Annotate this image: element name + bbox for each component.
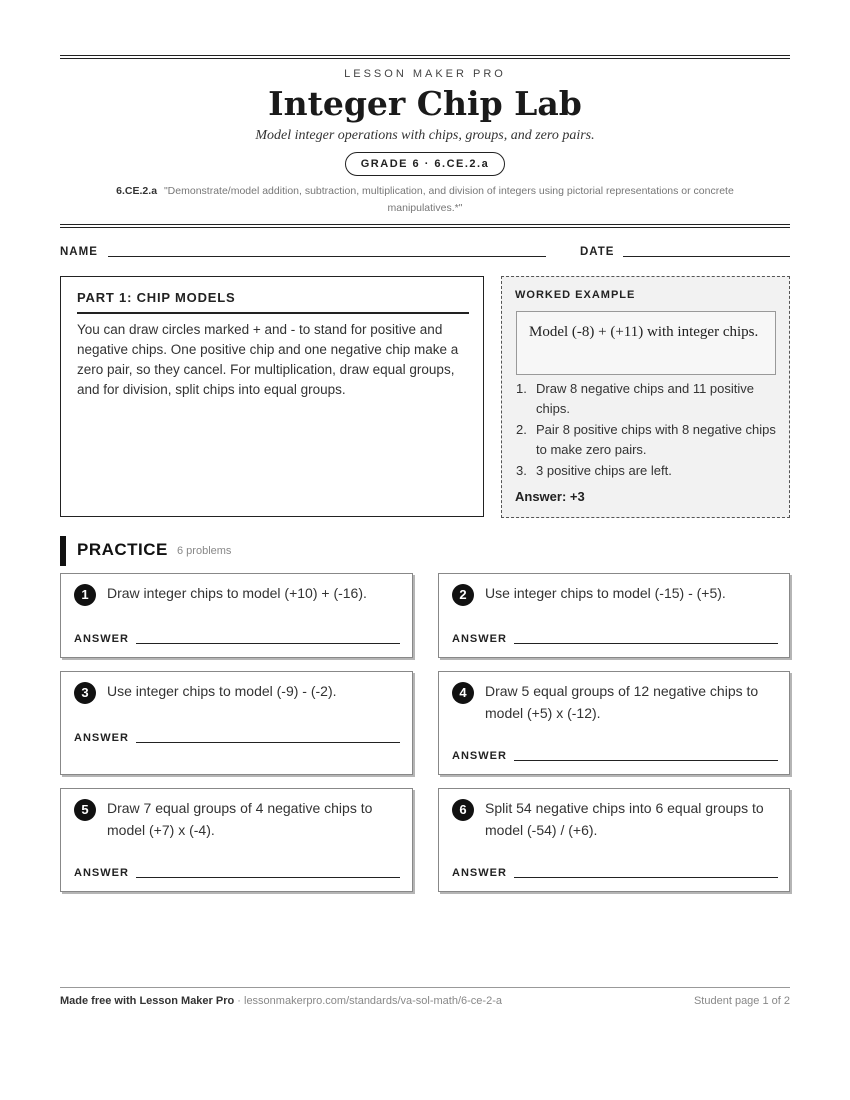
practice-accent-bar (60, 536, 66, 566)
answer-label: ANSWER (452, 633, 507, 645)
practice-title: PRACTICE (77, 540, 168, 559)
problem-card (60, 671, 413, 775)
page-title: Integer Chip Lab (268, 84, 582, 123)
answer-field[interactable] (514, 643, 778, 644)
part1-panel (60, 276, 484, 517)
header-bottom-rule-2 (60, 227, 790, 228)
answer-field[interactable] (514, 877, 778, 878)
date-label: DATE (580, 246, 615, 258)
worked-example-problem: Model (-8) + (+11) with integer chips. (516, 311, 776, 375)
name-field[interactable] (108, 256, 546, 257)
answer-label: ANSWER (74, 633, 129, 645)
problem-card (60, 573, 413, 658)
answer-label: ANSWER (74, 732, 129, 744)
standard-description (80, 183, 770, 217)
problem-text: Use integer chips to model (-9) - (-2). (107, 683, 337, 699)
part1-body: You can draw circles marked + and - to stand for positive and negative chips. One positive chip and one negative chip make a zero pair, so they cancel. For multiplication, draw equal groups, and for division, split chips into equal groups. (77, 322, 459, 397)
name-label: NAME (60, 246, 98, 258)
worked-step: 3. 3 positive chips are left. (516, 463, 672, 478)
standard-text: "Demonstrate/model addition, subtraction, multiplication, and division of integers using pictorial representations or concrete manipulatives.*" (163, 185, 734, 214)
part1-heading: PART 1: CHIP MODELS (77, 290, 469, 314)
answer-field[interactable] (514, 760, 778, 761)
problem-number: 3 (74, 682, 96, 704)
footer-url: · lessonmakerpro.com/standards/va-sol-math/6-ce-2-a (234, 995, 502, 1007)
answer-label: ANSWER (452, 750, 507, 762)
standard-code: 6.CE.2.a (116, 185, 158, 197)
grade-badge: GRADE 6 · 6.CE.2.a (345, 152, 505, 176)
brand-name: LESSON MAKER PRO (344, 68, 506, 80)
problem-number: 2 (452, 584, 474, 606)
problem-number: 6 (452, 799, 474, 821)
worked-step: 1. Draw 8 negative chips and 11 positive chips. (516, 381, 754, 416)
footer-rule (60, 987, 790, 988)
problem-text: Use integer chips to model (-15) - (+5). (485, 585, 726, 601)
top-rule-1 (60, 55, 790, 56)
footer-made-with: Made free with Lesson Maker Pro (60, 995, 235, 1007)
answer-field[interactable] (136, 643, 400, 644)
problem-card (60, 788, 413, 892)
problem-card (438, 573, 790, 658)
problem-text: Draw integer chips to model (+10) + (-16). (107, 585, 367, 601)
problem-number: 1 (74, 584, 96, 606)
answer-label: ANSWER (74, 867, 129, 879)
page-subtitle: Model integer operations with chips, groups, and zero pairs. (255, 128, 595, 143)
header-bottom-rule-1 (60, 224, 790, 225)
worked-step: 2. Pair 8 positive chips with 8 negative chips to make zero pairs. (516, 422, 776, 457)
worked-example-steps (516, 379, 778, 482)
problem-number: 4 (452, 682, 474, 704)
answer-label: ANSWER (452, 867, 507, 879)
top-rule-2 (60, 58, 790, 59)
answer-field[interactable] (136, 877, 400, 878)
problem-number: 5 (74, 799, 96, 821)
problem-text: Split 54 negative chips into 6 equal groups to model (-54) / (+6). (485, 800, 764, 838)
problem-text: Draw 7 equal groups of 4 negative chips to model (+7) x (-4). (107, 800, 373, 838)
worked-example-answer: Answer: +3 (515, 489, 585, 504)
footer-credit (60, 995, 502, 1007)
footer-page-number: Student page 1 of 2 (693, 995, 790, 1007)
problem-card (438, 788, 790, 892)
date-field[interactable] (623, 256, 790, 257)
answer-field[interactable] (136, 742, 400, 743)
worked-example-heading: WORKED EXAMPLE (515, 289, 636, 301)
problem-card (438, 671, 790, 775)
practice-count: 6 problems (177, 545, 232, 557)
problem-text: Draw 5 equal groups of 12 negative chips to model (+5) x (-12). (485, 683, 759, 721)
worked-example-panel (501, 276, 790, 518)
